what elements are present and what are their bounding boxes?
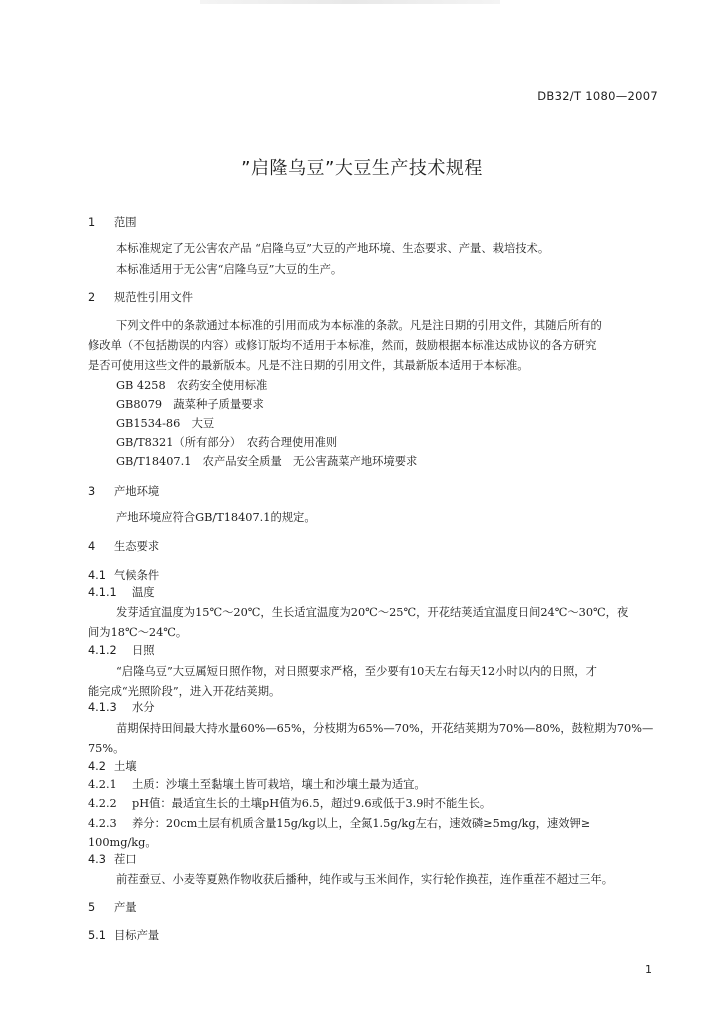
reference-item: GB8079 蔬菜种子质量要求 (116, 398, 264, 411)
document-title: ”启隆乌豆”大豆生产技术规程 (241, 158, 483, 179)
paragraph-line: 能完成“光照阶段”，进入开花结荚期。 (88, 685, 281, 698)
page-number: 1 (645, 963, 652, 976)
subsection-heading: 4.1.1 温度 (88, 586, 155, 599)
paragraph-line: 发芽适宜温度为15℃～20℃，生长适宜温度为20℃～25℃，开花结荚适宜温度日间24℃～30℃，夜 (116, 606, 629, 619)
reference-item: GB1534-86 大豆 (116, 417, 215, 430)
paragraph-line: 间为18℃～24℃。 (88, 626, 188, 639)
paragraph-line: 本标准适用于无公害“启隆乌豆”大豆的生产。 (116, 263, 343, 276)
section-heading-2: 2 规范性引用文件 (88, 291, 194, 304)
section-heading-4: 4 生态要求 (88, 540, 160, 553)
subsection-heading: 5.1 目标产量 (88, 929, 160, 942)
subsection-heading: 4.1.2 日照 (88, 644, 155, 657)
paragraph-line: 4.2.2 pH值：最适宜生长的土壤pH值为6.5，超过9.6或低于3.9时不能生长。 (88, 797, 492, 810)
paragraph-line: 100mg/kg。 (88, 836, 157, 849)
paragraph-line: 4.2.1 土质：沙壤土至黏壤土皆可栽培，壤土和沙壤土最为适宜。 (88, 778, 426, 791)
scan-artifact (200, 0, 500, 4)
paragraph-line: 本标准规定了无公害农产品 “启隆乌豆”大豆的产地环境、生态要求、产量、栽培技术。 (116, 242, 550, 255)
paragraph-line: 是否可使用这些文件的最新版本。凡是不注日期的引用文件，其最新版本适用于本标准。 (88, 359, 529, 372)
reference-item: GB 4258 农药安全使用标准 (116, 379, 268, 392)
subsection-heading: 4.1.3 水分 (88, 701, 155, 714)
subsection-heading: 4.1 气候条件 (88, 569, 160, 582)
paragraph-line: 75%。 (88, 742, 125, 755)
paragraph-line: 4.2.3 养分：20cm土层有机质含量15g/kg以上，全氮1.5g/kg左右，速效磷≥5mg/kg，速效钾≥ (88, 817, 591, 830)
subsection-heading: 4.2 土壤 (88, 760, 137, 773)
paragraph-line: 苗期保持田间最大持水量60%—65%，分枝期为65%—70%，开花结荚期为70%—80%，鼓粒期为70%— (116, 722, 654, 735)
paragraph-line: 产地环境应符合GB/T18407.1的规定。 (116, 511, 316, 524)
section-heading-5: 5 产量 (88, 901, 137, 914)
paragraph-line: 下列文件中的条款通过本标准的引用而成为本标准的条款。凡是注日期的引用文件，其随后所有的 (116, 319, 602, 332)
reference-item: GB/T8321（所有部分） 农药合理使用准则 (116, 436, 338, 449)
standard-number: DB32/T 1080—2007 (537, 89, 658, 103)
paragraph-line: “启隆乌豆”大豆属短日照作物，对日照要求严格，至少要有10天左右每天12小时以内的日照，才 (116, 665, 597, 678)
reference-item: GB/T18407.1 农产品安全质量 无公害蔬菜产地环境要求 (116, 455, 418, 468)
paragraph-line: 修改单（不包括勘误的内容）或修订版均不适用于本标准，然而，鼓励根据本标准达成协议的各方研究 (88, 339, 597, 352)
section-heading-1: 1 范围 (88, 216, 137, 229)
subsection-heading: 4.3 茬口 (88, 853, 137, 866)
section-heading-3: 3 产地环境 (88, 485, 160, 498)
paragraph-line: 前茬蚕豆、小麦等夏熟作物收获后播种，纯作或与玉米间作，实行轮作换茬，连作重茬不超过三年。 (116, 873, 614, 886)
